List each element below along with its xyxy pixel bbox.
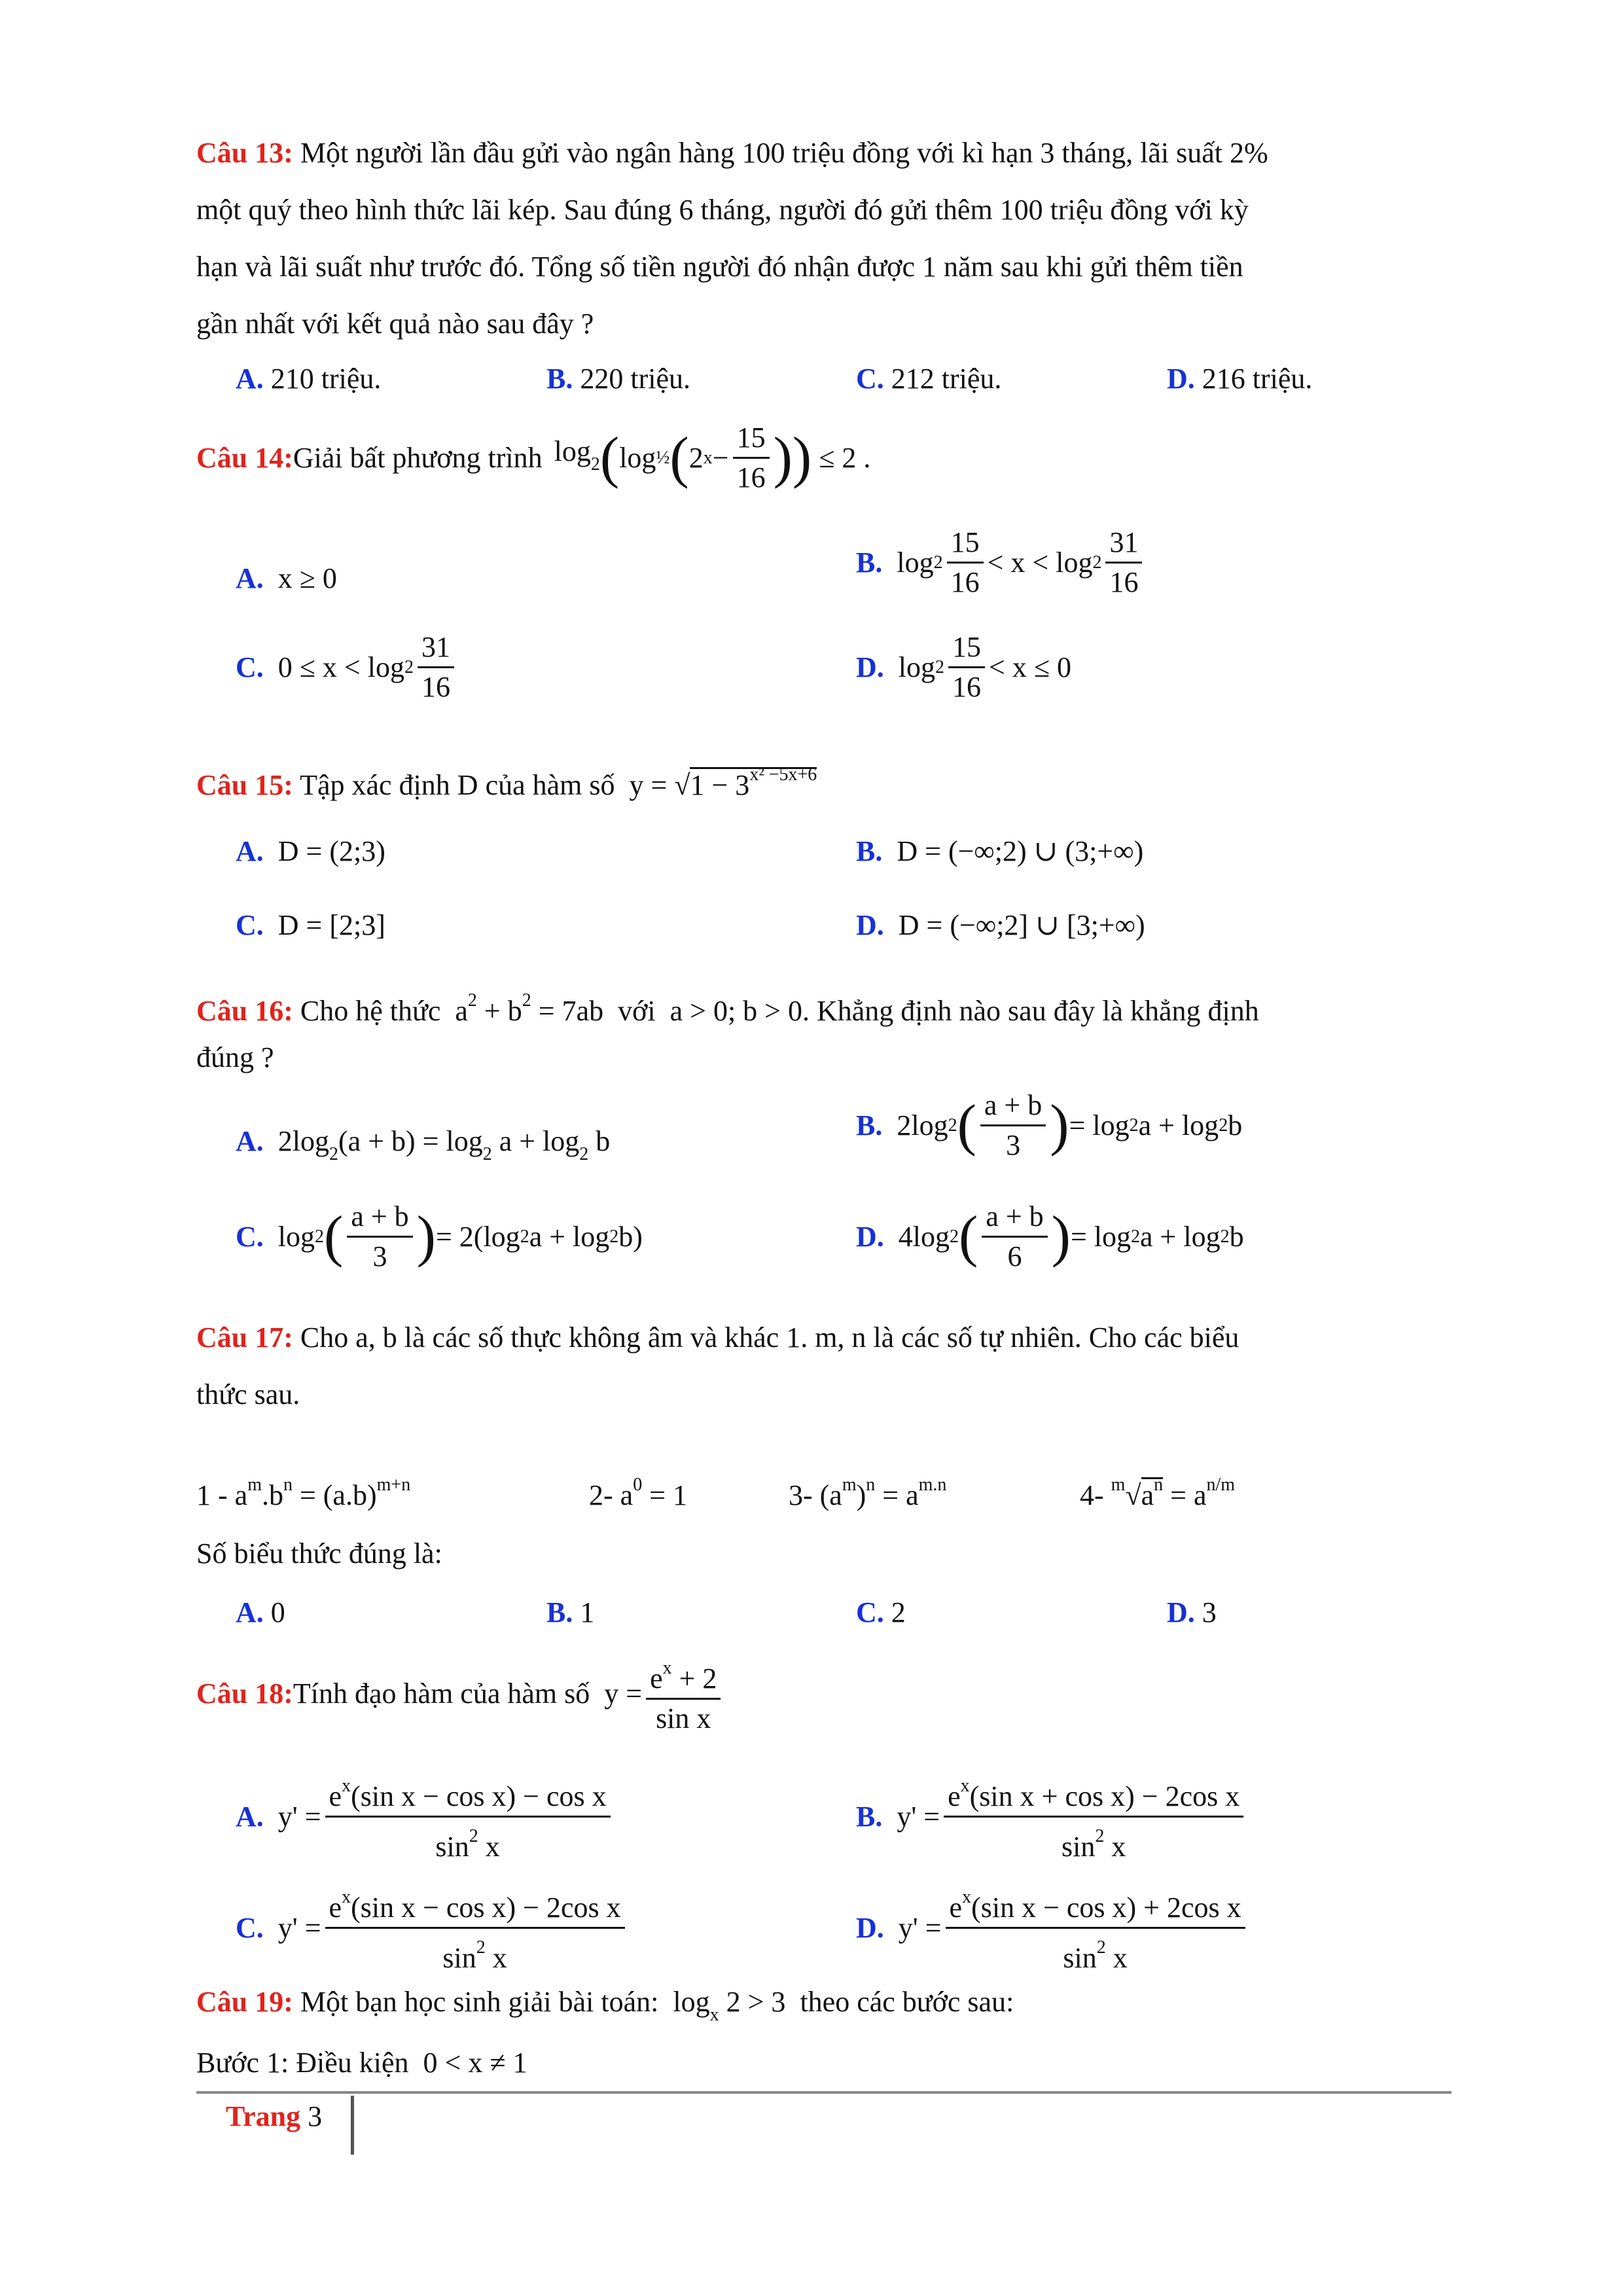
- q17-line1: Câu 17: Cho a, b là các số thực không âm và khác 1. m, n là các số tự nhiên. Cho các biểu: [196, 1321, 1240, 1354]
- q16-line1: Câu 16: Cho hệ thức $a^2 + b^2 = 7ab$ với a > 0; b > 0. Khẳng định nào sau đây là khẳng định: [196, 990, 1259, 1027]
- q13-label: Câu 13:: [196, 137, 293, 169]
- q15-option-d[interactable]: D. D = (−∞;2] ∪ [3;+∞): [856, 909, 1145, 941]
- q17-option-d[interactable]: D. 3: [1167, 1596, 1217, 1628]
- q13-option-c[interactable]: C. 212 triệu.: [856, 363, 1002, 395]
- q16-option-d[interactable]: D. 4log 2 ( $\frac{a + b}{6}$ ) = log 2 a + log 2 b: [856, 1198, 1244, 1276]
- q15-option-a[interactable]: A. D = (2;3): [236, 835, 385, 867]
- q14-option-b[interactable]: B. log 2 $\frac{15}{16}$ < x < log 2 $\frac{31}{16}$: [856, 524, 1146, 601]
- q13-line2: một quý theo hình thức lãi kép. Sau đúng 6 tháng, người đó gửi thêm 100 triệu đồng với kỳ: [196, 194, 1249, 226]
- q13-option-d[interactable]: D. 216 triệu.: [1167, 363, 1313, 395]
- q13-option-b[interactable]: B. 220 triệu.: [546, 363, 690, 395]
- q19-label: Câu 19:: [196, 1986, 293, 2018]
- q17-option-c[interactable]: C. 2: [856, 1596, 906, 1628]
- page-number: Trang 3: [226, 2100, 323, 2132]
- q13-line4: gần nhất với kết quả nào sau đây ?: [196, 308, 594, 340]
- q16-line2: đúng ?: [196, 1041, 274, 1073]
- q15-option-b[interactable]: B. D = (−∞;2) ∪ (3;+∞): [856, 835, 1144, 867]
- q18-question: Câu 18: Tính đạo hàm của hàm số y = $\frac{e^x + 2}{\text{sin x}}$: [196, 1649, 724, 1738]
- q13-line1: Câu 13: Một người lần đầu gửi vào ngân hàng 100 triệu đồng với kì hạn 3 tháng, lãi suất 2%: [196, 137, 1268, 169]
- q16-option-c[interactable]: C. log 2 ( $\frac{a + b}{3}$ ) = 2(log 2 a + log 2 b): [236, 1198, 643, 1276]
- q14-label: Câu 14:: [196, 441, 293, 474]
- q18-label: Câu 18:: [196, 1677, 293, 1710]
- q17-line2: thức sau.: [196, 1378, 300, 1410]
- q17-question: Số biểu thức đúng là:: [196, 1537, 442, 1570]
- q19-step1: Bước 1: Điều kiện 0 < x ≠ 1: [196, 2047, 527, 2079]
- q17-expr3: 3- $(a^m)^n = a^{m.n}$: [789, 1475, 947, 1511]
- q17-expr2: 2- $a^0 = 1$: [589, 1475, 688, 1511]
- q18-option-b[interactable]: B. y' = $\frac{e^x(\sin x + \cos x) - 2\cos x}{\sin^2 x}$: [856, 1767, 1247, 1866]
- q14-formula: $\log_2$: [554, 435, 600, 475]
- q18-option-a[interactable]: A. y' = $\frac{e^x(\sin x - \cos x) - \cos x}{\sin^2 x}$: [236, 1767, 615, 1866]
- q15-label: Câu 15:: [196, 769, 293, 801]
- q13-option-a[interactable]: A. 210 triệu.: [236, 363, 382, 395]
- q16-option-b[interactable]: B. 2log 2 ( $\frac{a + b}{3}$ ) = log 2 a + log 2 b: [856, 1086, 1242, 1164]
- q14-option-a[interactable]: A. x ≥ 0: [236, 562, 337, 594]
- q14-option-c[interactable]: C. 0 ≤ x < log 2 $\frac{31}{16}$: [236, 628, 458, 706]
- q17-label: Câu 17:: [196, 1321, 293, 1354]
- q19-question: Câu 19: Một bạn học sinh giải bài toán: $\log_x 2 > 3$ theo các bước sau:: [196, 1986, 1014, 2025]
- q17-expr4: 4- $^m√a^n = a^{n/m}$: [1080, 1475, 1236, 1511]
- q14-question: Câu 14: Giải bất phương trình $\log_2$ ( log ½ ( 2 x − $\frac{15}{16}$ ) ) ≤ 2 .: [196, 419, 870, 497]
- footer-divider: [196, 2091, 1452, 2094]
- q17-option-a[interactable]: A. 0: [236, 1596, 285, 1628]
- q17-option-b[interactable]: B. 1: [546, 1596, 595, 1628]
- q16-option-a[interactable]: A. $2\log_2(a + b) = \log_2 a + \log_2 b$: [236, 1125, 611, 1164]
- q18-option-c[interactable]: C. y' = $\frac{e^x(\sin x - \cos x) - 2\cos x}{\sin^2 x}$: [236, 1878, 629, 1977]
- q13-line3: hạn và lãi suất như trước đó. Tổng số tiền người đó nhận được 1 năm sau khi gửi thêm tiền: [196, 251, 1243, 283]
- q15-option-c[interactable]: C. D = [2;3]: [236, 909, 385, 941]
- q15-question: Câu 15: Tập xác định D của hàm số $y = √1 - 3^{x^2 -5x+6}$: [196, 764, 817, 801]
- q18-option-d[interactable]: D. y' = $\frac{e^x(\sin x - \cos x) + 2\cos x}{\sin^2 x}$: [856, 1878, 1249, 1977]
- footer-vertical-divider: [351, 2096, 354, 2155]
- q17-expr1: $1 - a^m.b^n = (a.b)^{m+n}$: [196, 1475, 411, 1511]
- q16-label: Câu 16:: [196, 995, 293, 1027]
- q14-option-d[interactable]: D. log 2 $\frac{15}{16}$ < x ≤ 0: [856, 628, 1071, 706]
